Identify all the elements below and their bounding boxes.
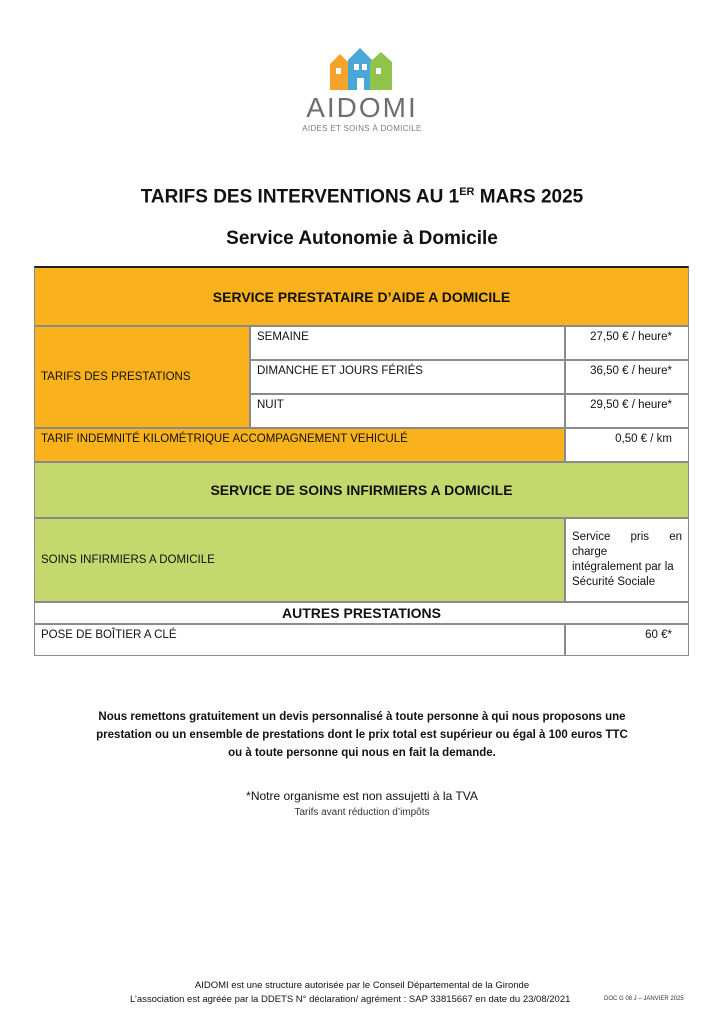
title-sup: ER [459, 186, 475, 198]
coverage-line-3: intégralement par la [572, 561, 674, 573]
page-subtitle: Service Autonomie à Domicile [226, 228, 498, 249]
logo-name: AIDOMI [306, 92, 418, 123]
logo-tagline: AIDES ET SOINS À DOMICILE [302, 124, 422, 133]
page-title [0, 186, 724, 208]
title-rest: MARS 2025 [474, 186, 584, 208]
footer-line-1: AIDOMI est une structure autorisée par le Conseil Départemental de la Gironde [194, 980, 530, 991]
tarifs-prestations-label: TARIFS DES PRESTATIONS [34, 326, 250, 428]
row-price-nuit: 29,50 € / heure* [565, 394, 689, 428]
notice-line-2: prestation ou un ensemble de prestations dont le prix total est supérieur ou égal à 100 euros TTC [96, 729, 628, 741]
autres-header: AUTRES PRESTATIONS [34, 602, 689, 624]
footer-line-2: L’association est agréée par la DDETS N° déclaration/ agrément : SAP 33815667 en date du 23/08/2021 [130, 994, 571, 1005]
devis-notice [60, 708, 664, 762]
boitier-price: 60 €* [565, 624, 689, 656]
tax-note: Tarifs avant réduction d’impôts [294, 807, 430, 818]
row-label-nuit: NUIT [250, 394, 565, 428]
title-main: TARIFS DES INTERVENTIONS AU 1 [140, 186, 460, 208]
soins-coverage [565, 518, 689, 602]
tariff-table [34, 266, 689, 656]
houses-logo-icon [330, 46, 394, 92]
notice-line-1: Nous remettons gratuitement un devis personnalisé à toute personne à qui nous proposons une [98, 711, 626, 723]
coverage-line-4: Sécurité Sociale [572, 576, 656, 588]
row-price-semaine: 27,50 € / heure* [565, 326, 689, 360]
coverage-line-1: Service pris en [572, 531, 682, 543]
km-price: 0,50 € / km [565, 428, 689, 462]
soins-label: SOINS INFIRMIERS A DOMICILE [34, 518, 565, 602]
boitier-label: POSE DE BOÎTIER A CLÉ [34, 624, 565, 656]
row-label-semaine: SEMAINE [250, 326, 565, 360]
aidomi-logo [300, 46, 424, 138]
row-price-dimanche: 36,50 € / heure* [565, 360, 689, 394]
row-label-dimanche: DIMANCHE ET JOURS FÉRIÉS [250, 360, 565, 394]
notice-line-3: ou à toute personne qui nous en fait la demande. [228, 747, 496, 759]
soins-header: SERVICE DE SOINS INFIRMIERS A DOMICILE [34, 462, 689, 518]
km-label: TARIF INDEMNITÉ KILOMÉTRIQUE ACCOMPAGNEMENT VEHICULÉ [34, 428, 565, 462]
tva-note: *Notre organisme est non assujetti à la TVA [246, 789, 478, 803]
prestataire-header: SERVICE PRESTATAIRE D’AIDE A DOMICILE [34, 266, 689, 326]
footer-doc-ref: DOC G 08 J – JANVIER 2025 [604, 996, 684, 1002]
coverage-line-2: charge [572, 546, 608, 558]
